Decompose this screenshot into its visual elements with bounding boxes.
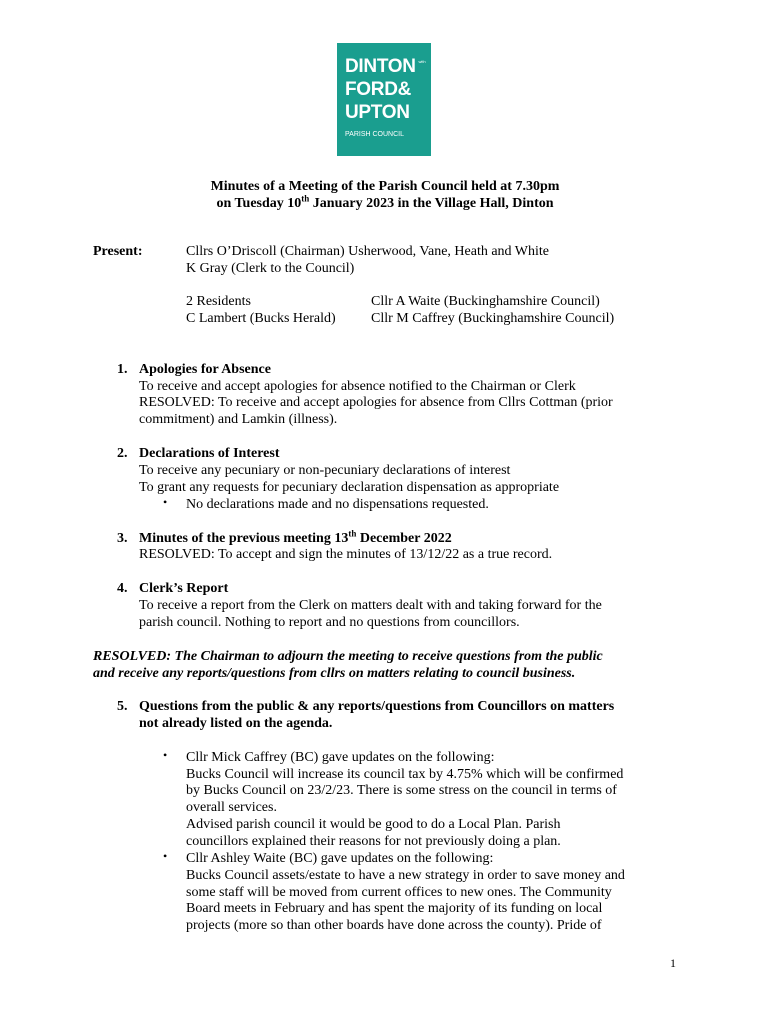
item-2-text: To receive any pecuniary or non-pecuniary declarations of interest xyxy=(139,463,511,478)
item-5-bullet-2: Board meets in February and has spent the majority of its funding on local xyxy=(186,901,603,916)
present-label: Present: xyxy=(93,244,143,259)
item-5-bullet-2: Cllr Ashley Waite (BC) gave updates on the following: xyxy=(186,851,494,866)
item-5-bullet-1: Cllr Mick Caffrey (BC) gave updates on the following: xyxy=(186,750,495,765)
bullet-icon: • xyxy=(163,748,168,762)
item-4-number: 4. xyxy=(117,581,128,596)
item-4-text: parish council. Nothing to report and no questions from councillors. xyxy=(139,615,520,630)
parish-council-logo xyxy=(337,43,431,156)
item-5-bullet-2: Bucks Council assets/estate to have a new strategy in order to save money and xyxy=(186,868,625,883)
item-5-heading: Questions from the public & any reports/questions from Councillors on matters xyxy=(139,699,615,714)
item-5-bullet-1: Advised parish council it would be good to do a Local Plan. Parish xyxy=(186,817,561,832)
logo-with-text: with xyxy=(418,59,426,64)
item-5-bullet-1: overall services. xyxy=(186,800,277,815)
item-5-bullet-2: projects (more so than other boards have done across the county). Pride of xyxy=(186,918,602,933)
logo-line-ford: FORD& xyxy=(345,79,412,100)
present-cllr-waite: Cllr A Waite (Buckinghamshire Council) xyxy=(371,294,600,309)
item-5-bullet-1: Bucks Council will increase its council tax by 4.75% which will be confirmed xyxy=(186,767,624,782)
logo-line-dinton: DINTON xyxy=(345,56,416,77)
minutes-title-line-1: Minutes of a Meeting of the Parish Council held at 7.30pm xyxy=(210,179,560,194)
item-3-heading: Minutes of the previous meeting 13th December 2022 xyxy=(139,528,452,546)
logo-subtitle: PARISH COUNCIL xyxy=(345,131,404,138)
item-1-number: 1. xyxy=(117,362,128,377)
item-2-number: 2. xyxy=(117,446,128,461)
item-1-text: RESOLVED: To receive and accept apologies for absence from Cllrs Cottman (prior xyxy=(139,395,613,410)
logo-line-upton: UPTON xyxy=(345,102,410,123)
minutes-title-line-2: on Tuesday 10th January 2023 in the Village Hall, Dinton xyxy=(216,193,554,211)
present-clerk: K Gray (Clerk to the Council) xyxy=(186,261,355,276)
item-4-text: To receive a report from the Clerk on matters dealt with and taking forward for the xyxy=(139,598,602,613)
page-number: 1 xyxy=(670,956,676,970)
item-2-heading: Declarations of Interest xyxy=(139,446,280,461)
item-3-number: 3. xyxy=(117,531,128,546)
item-3-text: RESOLVED: To accept and sign the minutes of 13/12/22 as a true record. xyxy=(139,547,553,562)
item-2-bullet: No declarations made and no dispensations requested. xyxy=(186,497,489,512)
item-4-heading: Clerk’s Report xyxy=(139,581,229,596)
present-press: C Lambert (Bucks Herald) xyxy=(186,311,336,326)
resolved-adjourn-text: RESOLVED: The Chairman to adjourn the meeting to receive questions from the public xyxy=(93,649,603,664)
item-5-bullet-1: by Bucks Council on 23/2/23. There is some stress on the council in terms of xyxy=(186,783,617,798)
present-cllr-caffrey: Cllr M Caffrey (Buckinghamshire Council) xyxy=(371,311,615,326)
present-councillors: Cllrs O’Driscoll (Chairman) Usherwood, Vane, Heath and White xyxy=(186,244,550,259)
bullet-icon: • xyxy=(163,495,168,509)
item-5-heading: not already listed on the agenda. xyxy=(139,716,333,731)
item-1-text: commitment) and Lamkin (illness). xyxy=(139,412,338,427)
present-residents: 2 Residents xyxy=(186,294,251,309)
item-2-text: To grant any requests for pecuniary declaration dispensation as appropriate xyxy=(139,480,560,495)
bullet-icon: • xyxy=(163,849,168,863)
item-5-bullet-2: some staff will be moved from current offices to new ones. The Community xyxy=(186,885,612,900)
item-5-number: 5. xyxy=(117,699,128,714)
item-5-bullet-1: councillors explained their reasons for not previously doing a plan. xyxy=(186,834,561,849)
item-1-text: To receive and accept apologies for absence notified to the Chairman or Clerk xyxy=(139,379,576,394)
item-1-heading: Apologies for Absence xyxy=(139,362,271,377)
resolved-adjourn-text: and receive any reports/questions from cllrs on matters relating to council business. xyxy=(93,666,576,681)
